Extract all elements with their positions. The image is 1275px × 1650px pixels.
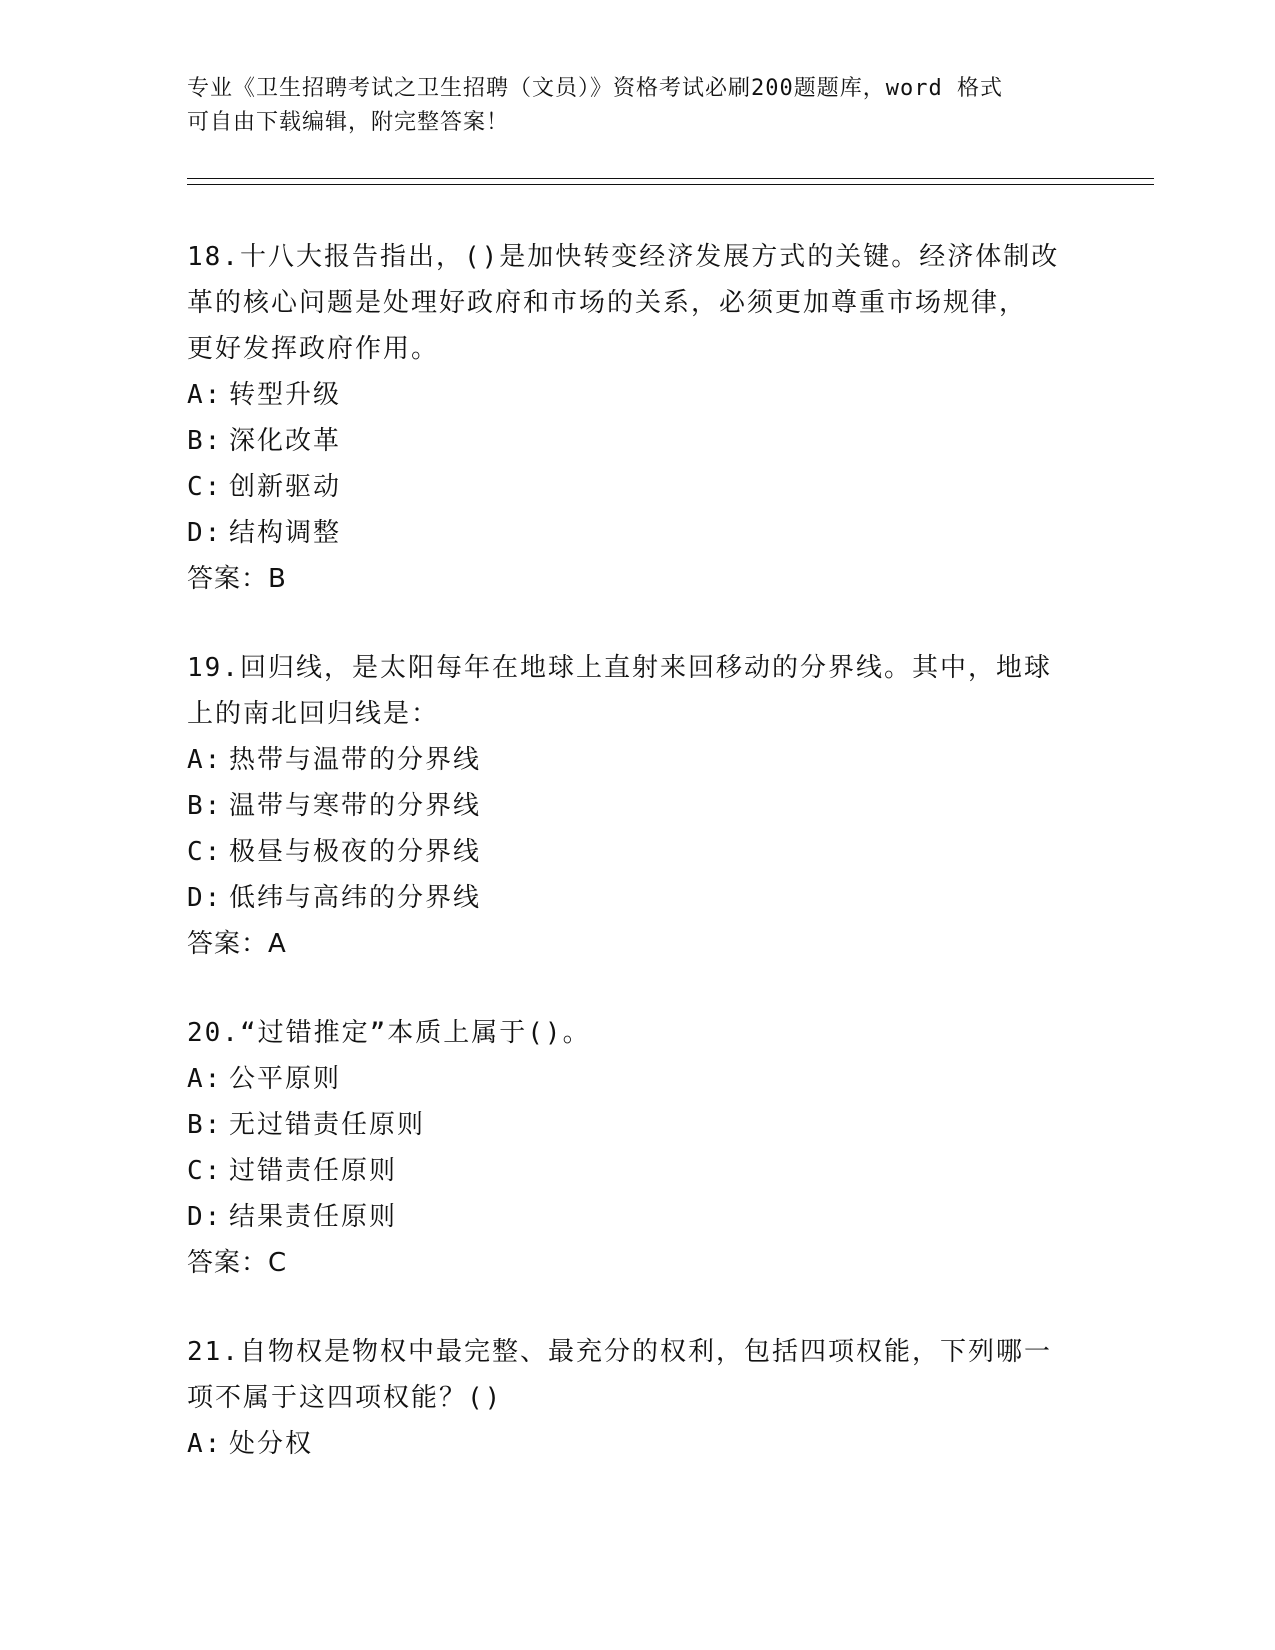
option-letter: D: [187,1202,223,1232]
question-stem-line: 上的南北回归线是： [187,699,440,729]
option-c [187,1148,1087,1194]
answer-line: 答案：A [187,929,287,959]
option-text: 无过错责任原则 [229,1110,426,1140]
option-text: 低纬与高纬的分界线 [229,883,482,913]
option-text: 极昼与极夜的分界线 [229,837,482,867]
option-a [187,737,1087,783]
question-stem-line: 18.十八大报告指出，()是加快转变经济发展方式的关键。经济体制改 [187,242,1060,272]
option-text: 结构调整 [229,518,342,548]
option-letter: B: [187,1110,223,1140]
option-letter: B: [187,791,223,821]
option-d [187,1194,1087,1240]
option-b [187,783,1087,829]
option-b [187,418,1087,464]
option-letter: C: [187,837,223,867]
option-letter: A: [187,380,223,410]
question-18 [187,234,1087,602]
answer-line: 答案：B [187,564,287,594]
question-stem-line: 21.自物权是物权中最完整、最充分的权利，包括四项权能，下列哪一 [187,1337,1052,1367]
header-divider-top [187,178,1154,179]
question-20 [187,1010,1087,1286]
question-stem-line: 19.回归线，是太阳每年在地球上直射来回移动的分界线。其中，地球 [187,653,1052,683]
question-21 [187,1329,1087,1467]
question-stem-line: 革的核心问题是处理好政府和市场的关系，必须更加尊重市场规律， [187,288,1028,318]
option-a [187,372,1087,418]
question-stem-line: 项不属于这四项权能？() [187,1383,503,1413]
option-letter: D: [187,883,223,913]
header-line-1: 专业《卫生招聘考试之卫生招聘（文员）》资格考试必刷200题题库，word 格式 [187,76,1003,101]
option-a [187,1421,1087,1467]
option-a [187,1056,1087,1102]
option-text: 处分权 [229,1429,314,1459]
option-text: 温带与寒带的分界线 [229,791,482,821]
answer-line: 答案：C [187,1248,288,1278]
option-letter: A: [187,1064,223,1094]
option-c [187,464,1087,510]
option-letter: C: [187,472,223,502]
header-divider-bottom [187,184,1154,185]
option-text: 热带与温带的分界线 [229,745,482,775]
option-text: 公平原则 [229,1064,342,1094]
option-c [187,829,1087,875]
option-text: 过错责任原则 [229,1156,398,1186]
document-header [187,72,1087,140]
option-letter: D: [187,518,223,548]
option-d [187,875,1087,921]
option-text: 深化改革 [229,426,342,456]
option-letter: C: [187,1156,223,1186]
option-letter: A: [187,745,223,775]
question-stem-line: 20.“过错推定”本质上属于()。 [187,1018,591,1048]
question-stem-line: 更好发挥政府作用。 [187,334,440,364]
question-19 [187,645,1087,967]
option-letter: A: [187,1429,223,1459]
option-text: 结果责任原则 [229,1202,398,1232]
header-line-2: 可自由下载编辑，附完整答案！ [187,110,510,135]
option-letter: B: [187,426,223,456]
option-text: 创新驱动 [229,472,342,502]
option-text: 转型升级 [229,380,342,410]
option-b [187,1102,1087,1148]
option-d [187,510,1087,556]
